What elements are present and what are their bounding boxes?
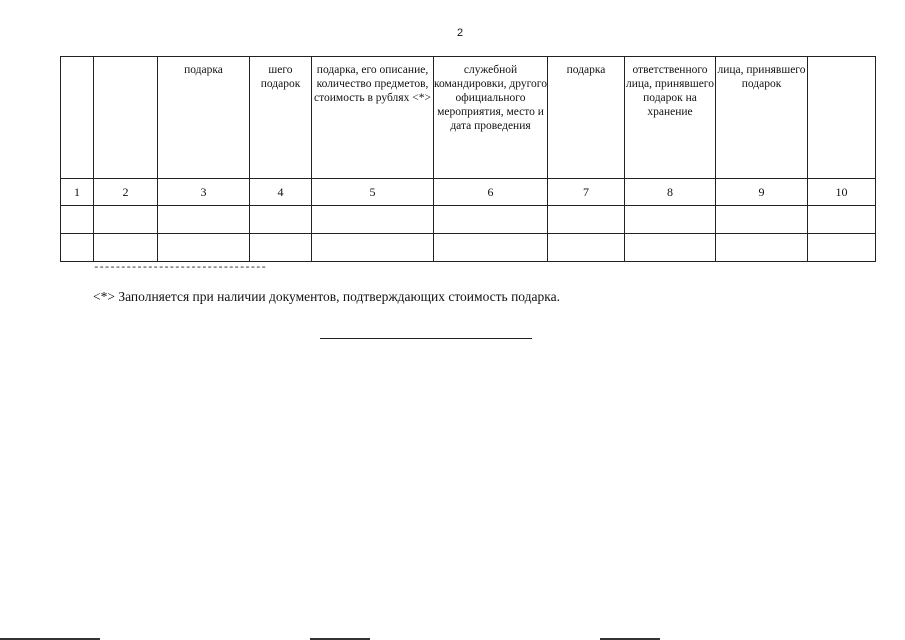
- table-row: [61, 206, 876, 234]
- empty-cell: [548, 206, 625, 234]
- column-number: 5: [312, 179, 434, 206]
- empty-cell: [312, 206, 434, 234]
- header-cell: [61, 57, 94, 179]
- header-cell: лица, принявшего подарок: [716, 57, 808, 179]
- table-header-row: [61, 57, 876, 179]
- column-number: 9: [716, 179, 808, 206]
- table-row: [61, 234, 876, 262]
- column-number: 2: [94, 179, 158, 206]
- empty-cell: [61, 206, 94, 234]
- empty-cell: [434, 206, 548, 234]
- header-cell: подарка: [158, 57, 250, 179]
- empty-cell: [61, 234, 94, 262]
- empty-cell: [158, 206, 250, 234]
- header-cell: шего подарок: [250, 57, 312, 179]
- column-number: 4: [250, 179, 312, 206]
- column-number: 10: [808, 179, 876, 206]
- header-cell: ответственного лица, принявшего подарок на хранение: [625, 57, 716, 179]
- header-cell: подарка, его описание, количество предметов, стоимость в рублях <*>: [312, 57, 434, 179]
- column-number: 1: [61, 179, 94, 206]
- header-cell: служебной командировки, другого официального мероприятия, место и дата проведения: [434, 57, 548, 179]
- column-number: 6: [434, 179, 548, 206]
- header-cell: [94, 57, 158, 179]
- empty-cell: [312, 234, 434, 262]
- footnote-separator: --------------------------------: [93, 262, 266, 274]
- empty-cell: [808, 206, 876, 234]
- empty-cell: [625, 206, 716, 234]
- signature-line: [320, 338, 532, 339]
- header-cell: [808, 57, 876, 179]
- empty-cell: [625, 234, 716, 262]
- empty-cell: [94, 234, 158, 262]
- column-number: 7: [548, 179, 625, 206]
- column-number: 8: [625, 179, 716, 206]
- empty-cell: [158, 234, 250, 262]
- empty-cell: [434, 234, 548, 262]
- footnote-text: <*> Заполняется при наличии документов, подтверждающих стоимость подарка.: [93, 289, 560, 304]
- empty-cell: [94, 206, 158, 234]
- empty-cell: [250, 234, 312, 262]
- column-number-row: [61, 179, 876, 206]
- empty-cell: [716, 234, 808, 262]
- empty-cell: [808, 234, 876, 262]
- gift-registry-table: [60, 56, 876, 262]
- empty-cell: [716, 206, 808, 234]
- empty-cell: [548, 234, 625, 262]
- page-number: 2: [456, 27, 464, 39]
- header-cell: подарка: [548, 57, 625, 179]
- column-number: 3: [158, 179, 250, 206]
- empty-cell: [250, 206, 312, 234]
